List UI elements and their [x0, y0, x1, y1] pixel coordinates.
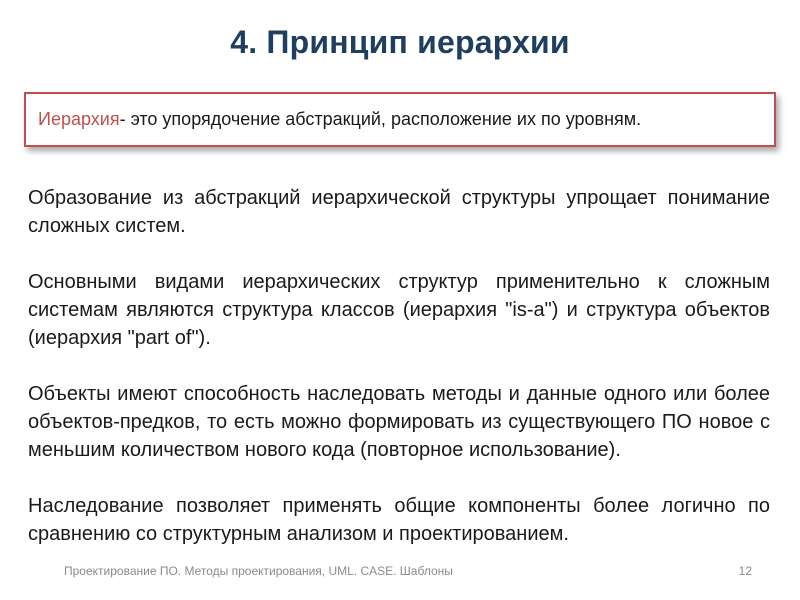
definition-term: Иерархия	[38, 109, 120, 129]
definition-box	[24, 92, 776, 147]
paragraph-hierarchy-types: Основными видами иерархических структур применительно к сложным системам являются структура классов (иерархия "is-a") и структура объектов (иерархия "part of").	[28, 271, 770, 349]
paragraph-hierarchy-structure: Образование из абстракций иерархической структуры упрощает понимание сложных систем.	[28, 187, 770, 237]
slide-title: 4. Принцип иерархии	[230, 24, 570, 60]
footer-text: Проектирование ПО. Методы проектирования, UML. CASE. Шаблоны	[64, 564, 453, 578]
definition-text: - это упорядочение абстракций, расположение их по уровням.	[119, 109, 642, 129]
paragraph-inheritance: Объекты имеют способность наследовать методы и данные одного или более объектов-предков, то есть можно формировать из существующего ПО новое с меньшим количеством нового кода (повторное использование).	[28, 383, 770, 461]
paragraph-inheritance-benefits: Наследование позволяет применять общие компоненты более логично по сравнению со структурным анализом и проектированием.	[28, 495, 770, 545]
body-text	[28, 184, 770, 548]
page-number: 12	[738, 564, 752, 578]
